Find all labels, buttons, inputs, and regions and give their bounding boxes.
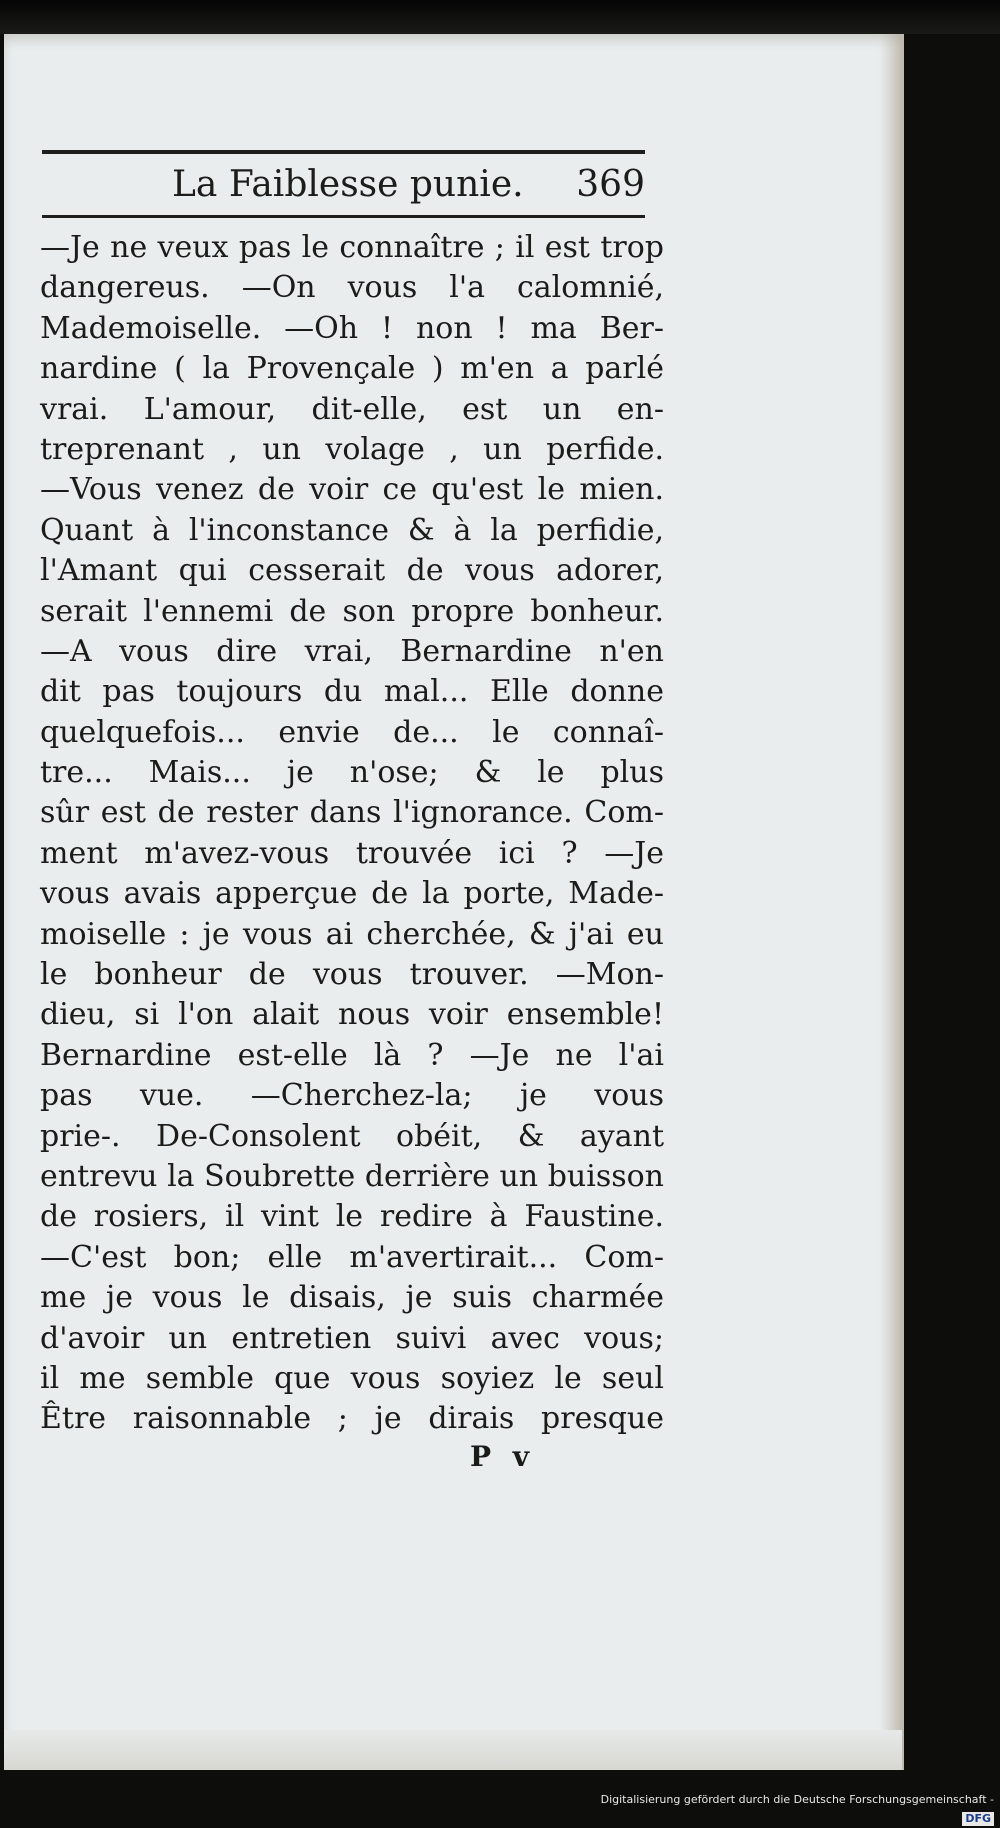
- running-head: [42, 162, 645, 210]
- text-line: treprenant , un volage , un perfide.: [40, 431, 664, 467]
- text-line: —A vous dire vrai, Bernardine n'en: [40, 633, 664, 669]
- signature-mark: P v: [470, 1440, 536, 1473]
- text-line: prie-. De-Consolent obéit, & ayant: [40, 1118, 664, 1154]
- text-line: —Vous venez de voir ce qu'est le mien.: [40, 472, 664, 508]
- text-line: vrai. L'amour, dit-elle, est un en-: [40, 391, 664, 427]
- text-line: Quant à l'inconstance & à la perfidie,: [40, 512, 664, 548]
- body-text: [40, 228, 664, 1440]
- text-line: de rosiers, il vint le redire à Faustine.: [40, 1199, 664, 1235]
- text-line: dangereus. —On vous l'a calomnié,: [40, 270, 664, 306]
- credit-text: Digitalisierung gefördert durch die Deutsche Forschungsgemeinschaft -: [600, 1793, 994, 1806]
- text-line: Mademoiselle. —Oh ! non ! ma Ber-: [40, 310, 664, 346]
- text-line: Être raisonnable ; je dirais presque: [40, 1401, 664, 1437]
- text-line: —C'est bon; elle m'avertirait... Com-: [40, 1239, 664, 1275]
- text-line: tre... Mais... je n'ose; & le plus: [40, 755, 664, 791]
- header-rule-top: [42, 150, 645, 154]
- text-line: —Je ne veux pas le connaître ; il est trop: [40, 230, 664, 265]
- text-line: dit pas toujours du mal... Elle donne: [40, 674, 664, 710]
- text-line: quelquefois... envie de... le connaî-: [40, 714, 664, 750]
- text-line: dieu, si l'on alait nous voir ensemble!: [40, 997, 664, 1033]
- page-bottom-edge: [4, 1730, 902, 1770]
- dfg-logo: DFG: [962, 1812, 994, 1826]
- page-number: 369: [576, 164, 645, 205]
- digitization-credit: [600, 1790, 1000, 1825]
- text-line: pas vue. —Cherchez-la; je vous: [40, 1078, 664, 1114]
- text-line: entrevu la Soubrette derrière un buisson: [40, 1158, 664, 1194]
- scan-top-shadow: [0, 0, 1000, 34]
- text-line: il me semble que vous soyiez le seul: [40, 1360, 664, 1396]
- text-line: serait l'ennemi de son propre bonheur.: [40, 593, 664, 629]
- header-rule-bottom: [42, 215, 645, 218]
- running-title: La Faiblesse punie.: [172, 164, 524, 205]
- text-line: vous avais apperçue de la porte, Made-: [40, 876, 664, 912]
- text-line: d'avoir un entretien suivi avec vous;: [40, 1320, 664, 1356]
- text-line: nardine ( la Provençale ) m'en a parlé: [40, 351, 664, 387]
- text-line: ment m'avez-vous trouvée ici ? —Je: [40, 835, 664, 871]
- text-line: l'Amant qui cesserait de vous adorer,: [40, 553, 664, 589]
- page-edge-shading: [880, 34, 904, 1770]
- text-line: sûr est de rester dans l'ignorance. Com-: [40, 795, 664, 831]
- text-line: le bonheur de vous trouver. —Mon-: [40, 957, 664, 993]
- text-line: Bernardine est-elle là ? —Je ne l'ai: [40, 1037, 664, 1073]
- text-line: moiselle : je vous ai cherchée, & j'ai eu: [40, 916, 664, 952]
- text-line: me je vous le disais, je suis charmée: [40, 1280, 664, 1316]
